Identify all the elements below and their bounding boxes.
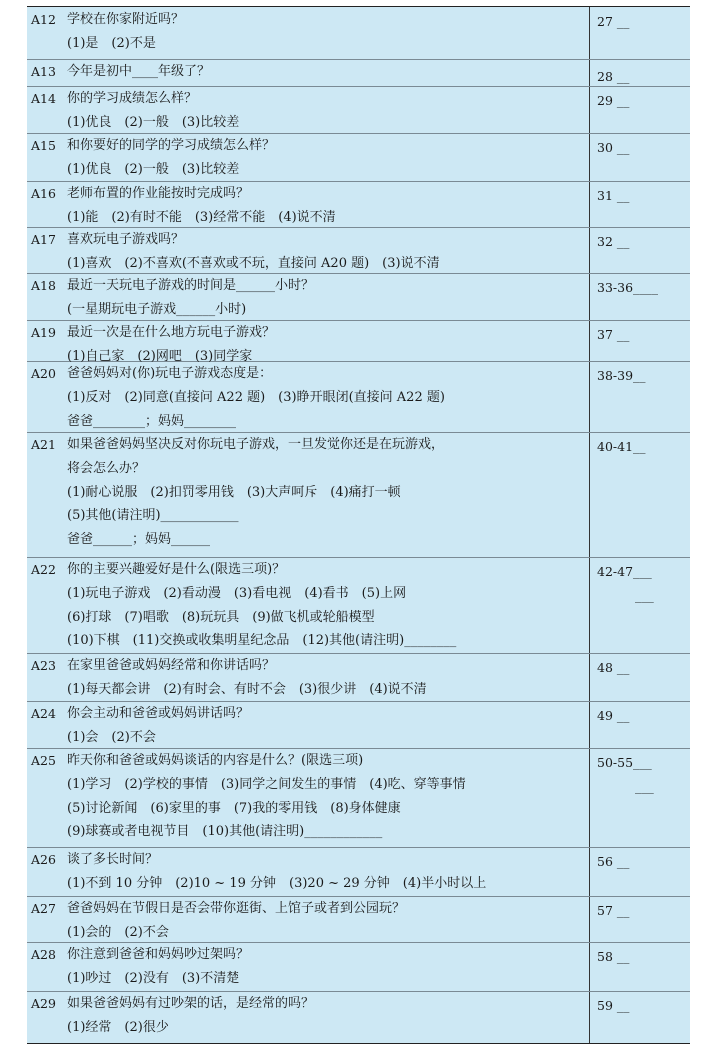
- question-text: 爸爸妈妈对(你)玩电子游戏态度是：: [67, 366, 273, 381]
- answer-options: (1)能 (2)有时不能 (3)经常不能 (4)说不清: [67, 209, 336, 225]
- question-row-a28: [27, 942, 690, 992]
- question-number: A21: [31, 437, 56, 452]
- question-text: 如果爸爸妈妈有过吵架的话，是经常的吗？: [67, 996, 315, 1011]
- question-text: 昨天你和爸爸或妈妈谈话的内容是什么？(限选三项): [67, 753, 364, 768]
- answer-options: (一星期玩电子游戏______小时): [67, 301, 247, 317]
- coding-field: 27 __: [597, 14, 630, 29]
- answer-options: (1)每天都会讲 (2)有时会、有时不会 (3)很少讲 (4)说不清: [67, 681, 427, 697]
- answer-options: (1)不到 10 分钟 (2)10 ~ 19 分钟 (3)20 ~ 29 分钟 (4)半小时以上: [67, 875, 487, 891]
- question-row-a13: [27, 59, 690, 87]
- question-text: 最近一天玩电子游戏的时间是______小时？: [67, 278, 315, 293]
- question-row-a24: [27, 701, 690, 749]
- question-number: A17: [31, 232, 56, 247]
- question-text: 最近一次是在什么地方玩电子游戏？: [67, 325, 276, 340]
- question-row-a21: [27, 432, 690, 558]
- answer-options: (1)会的 (2)不会: [67, 924, 169, 940]
- question-text: 和你要好的同学的学习成绩怎么样？: [67, 138, 276, 153]
- question-row-a15: [27, 133, 690, 182]
- question-number: A22: [31, 562, 56, 577]
- question-row-a25: [27, 748, 690, 848]
- answer-options: (1)经常 (2)很少: [67, 1019, 169, 1035]
- question-number: A27: [31, 901, 56, 916]
- question-row-a12: [27, 7, 690, 60]
- coding-field: 57 __: [597, 903, 630, 918]
- question-text: 喜欢玩电子游戏吗？: [67, 232, 185, 247]
- answer-options: (1)优良 (2)一般 (3)比较差: [67, 161, 240, 177]
- question-text: 学校在你家附近吗？: [67, 12, 185, 27]
- question-row-a14: [27, 86, 690, 134]
- question-number: A25: [31, 753, 56, 768]
- coding-field: 49 __: [597, 708, 630, 723]
- question-number: A12: [31, 12, 56, 27]
- question-number: A18: [31, 278, 56, 293]
- coding-field: 48 __: [597, 660, 630, 675]
- question-row-a26: [27, 847, 690, 897]
- coding-field: 28 __: [597, 69, 630, 84]
- question-number: A13: [31, 64, 56, 79]
- coding-field: 32 __: [597, 234, 630, 249]
- answer-options: (6)打球 (7)唱歌 (8)玩玩具 (9)做飞机或轮船模型: [67, 609, 375, 625]
- answer-options: 爸爸______；妈妈______: [67, 532, 211, 548]
- answer-options: (1)自己家 (2)网吧 (3)同学家: [67, 348, 253, 364]
- question-number: A29: [31, 996, 56, 1011]
- question-text: 今年是初中____年级了？: [67, 64, 211, 79]
- coding-field: 56 __: [597, 854, 630, 869]
- coding-field: 37 __: [597, 327, 630, 342]
- question-number: A26: [31, 852, 56, 867]
- coding-field: 30 __: [597, 140, 630, 155]
- question-number: A19: [31, 325, 56, 340]
- question-row-a18: [27, 273, 690, 321]
- coding-field-continuation: ___: [635, 587, 654, 603]
- coding-field: 59 __: [597, 998, 630, 1013]
- question-number: A15: [31, 138, 56, 153]
- question-text: 你的主要兴趣爱好是什么(限选三项)？: [67, 562, 286, 577]
- question-row-a27: [27, 896, 690, 943]
- answer-options: (1)耐心说服 (2)扣罚零用钱 (3)大声呵斥 (4)痛打一顿: [67, 484, 401, 500]
- coding-field: 42-47___: [597, 564, 652, 579]
- coding-field-continuation: ___: [635, 778, 654, 794]
- questionnaire-table: [27, 6, 690, 1044]
- coding-field: 58 __: [597, 949, 630, 964]
- answer-options: (9)球赛或者电视节目 (10)其他(请注明)____________: [67, 824, 383, 840]
- question-row-a17: [27, 227, 690, 274]
- answer-options: (1)会 (2)不会: [67, 729, 156, 745]
- question-row-a23: [27, 653, 690, 702]
- question-row-a20: [27, 361, 690, 433]
- question-number: A23: [31, 658, 56, 673]
- answer-options: 爸爸________；妈妈________: [67, 413, 237, 429]
- question-text: 如果爸爸妈妈坚决反对你玩电子游戏，一旦发觉你还是在玩游戏，: [67, 437, 445, 452]
- answer-options: (5)其他(请注明)____________: [67, 508, 239, 524]
- answer-options: (1)喜欢 (2)不喜欢(不喜欢或不玩，直接问 A20 题) (3)说不清: [67, 255, 440, 271]
- coding-field: 40-41__: [597, 439, 646, 454]
- answer-options: (5)讨论新闻 (6)家里的事 (7)我的零用钱 (8)身体健康: [67, 800, 401, 816]
- question-row-a16: [27, 181, 690, 228]
- question-text: 爸爸妈妈在节假日是否会带你逛街、上馆子或者到公园玩？: [67, 901, 406, 916]
- question-number: A24: [31, 706, 56, 721]
- answer-options: (1)优良 (2)一般 (3)比较差: [67, 114, 240, 130]
- question-row-a19: [27, 320, 690, 362]
- coding-field: 31 __: [597, 188, 630, 203]
- question-number: A20: [31, 366, 56, 381]
- question-row-a22: [27, 557, 690, 654]
- question-number: A28: [31, 947, 56, 962]
- answer-options: (1)反对 (2)同意(直接问 A22 题) (3)睁开眼闭(直接问 A22 题): [67, 389, 445, 405]
- question-number: A16: [31, 186, 56, 201]
- question-text: 你的学习成绩怎么样？: [67, 91, 198, 106]
- answer-options: (1)学习 (2)学校的事情 (3)同学之间发生的事情 (4)吃、穿等事情: [67, 776, 466, 792]
- question-text: 你会主动和爸爸或妈妈讲话吗？: [67, 706, 250, 721]
- question-text: 老师布置的作业能按时完成吗？: [67, 186, 250, 201]
- question-text: 谈了多长时间？: [67, 852, 159, 867]
- question-text: 你注意到爸爸和妈妈吵过架吗？: [67, 947, 250, 962]
- coding-field: 38-39__: [597, 368, 646, 383]
- answer-options: (10)下棋 (11)交换或收集明星纪念品 (12)其他(请注明)________: [67, 633, 457, 649]
- coding-field: 50-55___: [597, 755, 652, 770]
- answer-options: (1)吵过 (2)没有 (3)不清楚: [67, 970, 240, 986]
- answer-options: (1)玩电子游戏 (2)看动漫 (3)看电视 (4)看书 (5)上网: [67, 585, 407, 601]
- coding-field: 29 __: [597, 93, 630, 108]
- question-number: A14: [31, 91, 56, 106]
- answer-options: 将会怎么办？: [67, 460, 146, 476]
- coding-field: 33-36____: [597, 280, 659, 295]
- question-text: 在家里爸爸或妈妈经常和你讲话吗？: [67, 658, 276, 673]
- question-row-a29: [27, 991, 690, 1043]
- answer-options: (1)是 (2)不是: [67, 35, 156, 51]
